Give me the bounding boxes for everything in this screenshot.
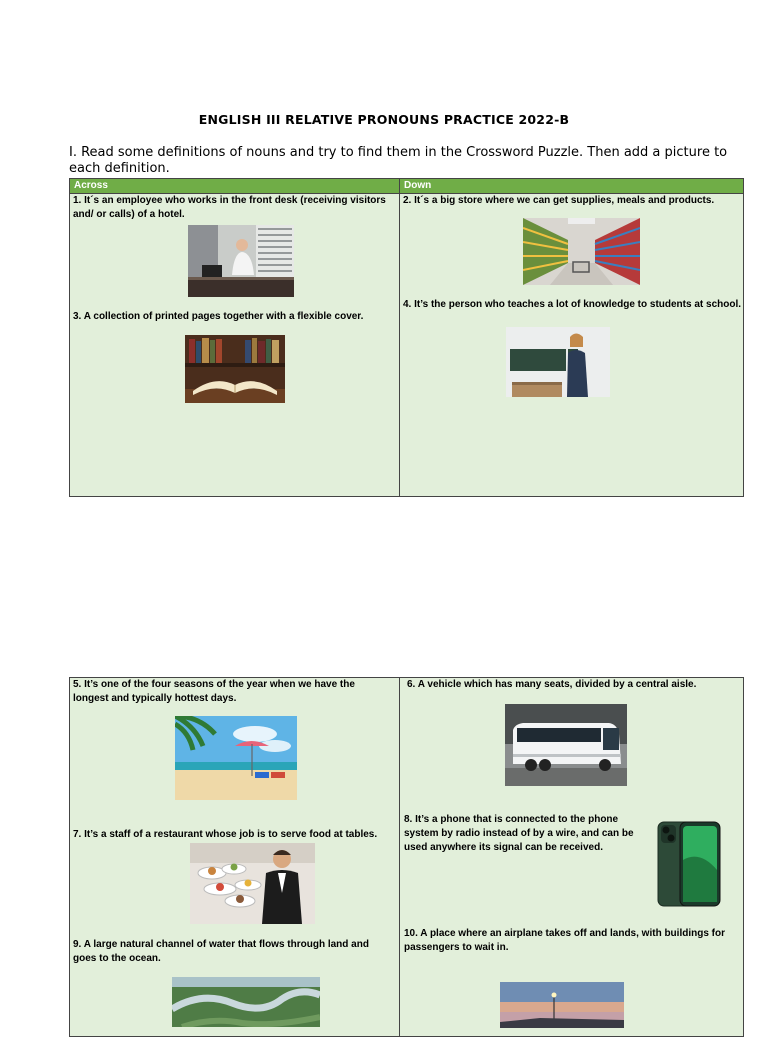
river-picture [172, 977, 320, 1027]
definition-1: 1. It´s an employee who works in the front desk (receiving visitors and/ or calls) of a hotel. [73, 195, 386, 220]
teacher-picture [506, 327, 610, 397]
book-picture [185, 335, 285, 403]
instructions-text: I. Read some definitions of nouns and try to find them in the Crossword Puzzle. Then add a picture to each definition. [69, 145, 728, 176]
waiter-picture [190, 843, 315, 924]
definition-2: 2. It´s a big store where we can get supplies, meals and products. [403, 195, 715, 206]
crossword-table-2 [69, 677, 744, 1037]
definition-4: 4. It’s the person who teaches a lot of knowledge to students at school. [403, 299, 742, 310]
airport-picture [500, 982, 624, 1028]
definition-9: 9. A large natural channel of water that flows through land and goes to the ocean. [73, 939, 369, 964]
definition-10: 10. A place where an airplane takes off and lands, with buildings for passengers to wait in. [404, 928, 725, 953]
definition-6: 6. A vehicle which has many seats, divided by a central aisle. [407, 679, 697, 690]
header-down: Down [404, 180, 432, 191]
crossword-table-1 [69, 178, 744, 497]
mobile-phone-picture [656, 820, 722, 908]
document-title: ENGLISH III RELATIVE PRONOUNS PRACTICE 2022-B [198, 112, 570, 127]
definition-7: 7. It’s a staff of a restaurant whose job is to serve food at tables. [73, 829, 378, 840]
definition-5: 5. It’s one of the four seasons of the year when we have the longest and typically hottest days. [73, 679, 355, 704]
definition-3: 3. A collection of printed pages together with a flexible cover. [73, 311, 364, 322]
supermarket-picture [523, 218, 640, 285]
definition-8: 8. It’s a phone that is connected to the phone system by radio instead of by a wire, and can be used anywhere its signal can be received. [404, 814, 634, 853]
receptionist-picture [188, 225, 294, 297]
beach-picture [175, 716, 297, 800]
header-across: Across [74, 180, 108, 191]
table-header [70, 179, 743, 193]
bus-picture [505, 704, 627, 786]
